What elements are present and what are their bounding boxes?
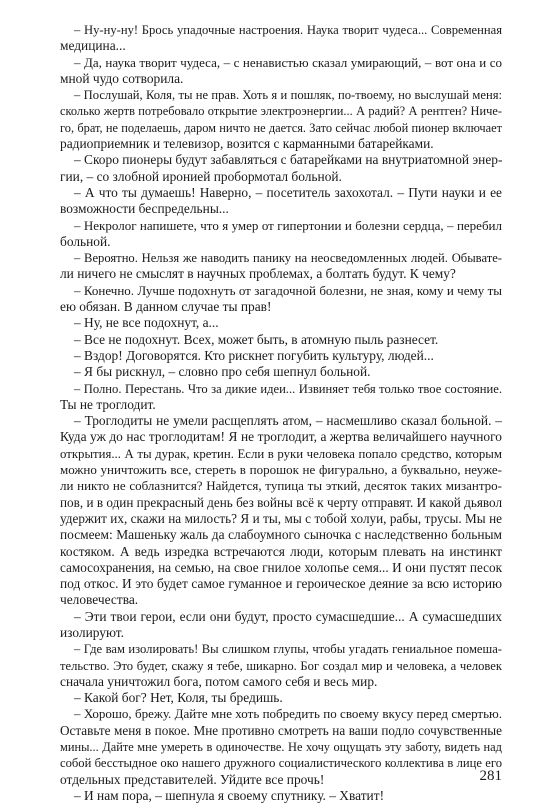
text-line: Куда уж до нас троглодитам! Я не троглодит, а жертва величайшего научного [60, 429, 502, 445]
text-line: самосохранения, на семью, на свое гнилое холопье семя... И они пустят песок [60, 559, 502, 575]
text-line: можно уничтожить все, стереть в порошок не фигурально, а буквально, неуже- [60, 462, 502, 478]
text-line: пов, и в один прекрасный день без войны всё к черту отправят. И какой дьявол [60, 494, 502, 510]
text-line: изолируют. [60, 624, 124, 640]
text-line: костяком. А ведь изредка встречаются люди, которым плевать на инстинкт [60, 543, 502, 559]
text-line: го, брат, не поделаешь, даром ничто не дается. Зато сейчас любой пионер включает [60, 120, 502, 135]
text-line: под откос. И это будет самое гуманное и героическое деяние за всю историю [60, 576, 502, 592]
text-line: – Конечно. Лучше подохнуть от загадочной болезни, не зная, кому и чему ты [74, 282, 502, 298]
text-line: ли ничего не смыслят в научных проблемах, а болтать будут. К чему? [60, 266, 456, 282]
text-line: – А что ты думаешь! Наверно, – посетитель захохотал. – Пути науки и ее [74, 184, 502, 200]
text-line: – Какой бог? Нет, Коля, ты бредишь. [74, 690, 283, 706]
text-line: – Ну-ну-ну! Брось упадочные настроения. Наука творит чудеса... Современная [74, 23, 502, 37]
text-line: – Все не подохнут. Всех, может быть, в атомную пыль разнесет. [74, 331, 439, 347]
text-line: больной. [60, 233, 111, 249]
text-line: – Вздор! Договорятся. Кто рискнет погубить культуру, людей... [74, 347, 434, 363]
text-line: гии, – со злобной иронией пробормотал больной. [60, 168, 342, 184]
text-line: медицина... [60, 38, 126, 54]
text-line: – Некролог напишете, что я умер от гипертонии и болезни сердца, – перебил [74, 217, 502, 233]
text-line: мной чудо сотворила. [60, 70, 184, 86]
text-line: удержит их, скажи на милость? Я и ты, мы с тобой холуи, рабы, трусы. Мы не [60, 510, 502, 526]
text-line: посмеем: Машеньку жаль да слабоумного сыночка с наследственно больным [60, 527, 502, 543]
text-line: Оставьте меня в покое. Мне противно смотреть на ваши подло сочувственные [60, 722, 502, 738]
text-line: – Скоро пионеры будут забавляться с батарейками на внутриатомной энер- [74, 152, 502, 168]
text-line: радиоприемник и телевизор, возится с карманными батарейками. [60, 136, 434, 152]
text-line: отдельных представителей. Уйдите все прочь! [60, 771, 325, 787]
text-line: – Вероятно. Нельзя же наводить панику на неосведомленных людей. Обывате- [74, 251, 502, 266]
text-line: ли никто не соблазнится? Найдется, тупица ты эткий, десяток таких мизантро- [60, 478, 502, 494]
text-line: Ты не троглодит. [60, 396, 156, 412]
text-line: сколько жертв потребовало открытие электроэнергии... А радий? А рентген? Ниче- [60, 104, 502, 119]
text-line: возможности беспредельны... [60, 201, 229, 217]
text-line: тельство. Это будет, скажу я тебе, шикарно. Бог создал мир и человека, а человек [60, 658, 502, 673]
text-line: собой бесстыдное око нашего дружного социалистического коллектива в лице его [60, 756, 502, 771]
text-line: открытия... А ты дурак, кретин. Если в руки человека попало средство, которым [60, 446, 502, 461]
text-line: сначала уничтожил бога, потом самого себя и весь мир. [60, 673, 378, 689]
text-line: человечества. [60, 592, 139, 608]
text-line: ею обязан. В данном случае ты прав! [60, 299, 272, 315]
text-line: – И нам пора, – шепнула я своему спутнику. – Хватит! [74, 787, 385, 803]
text-line: – Да, наука творит чудеса, – с ненавистью сказал умирающий, – вот она и со [74, 54, 502, 70]
page-number: 281 [479, 768, 502, 784]
text-line: – Полно. Перестань. Что за дикие идеи... Извиняет тебя только твое состояние. [74, 381, 502, 396]
text-line: – Хорошо, брежу. Дайте мне хоть побредить по своему вкусу перед смертью. [74, 706, 502, 722]
text-line: – Я бы рискнул, – словно про себя шепнул больной. [74, 364, 371, 380]
text-line: мины... Дайте мне умереть в одиночестве. Не хочу ощущать эту заботу, видеть над [60, 740, 502, 755]
text-line: – Троглодиты не умели расщеплять атом, – насмешливо сказал больной. – [74, 413, 502, 429]
text-line: – Ну, не все подохнут, а... [74, 315, 219, 331]
text-line: – Эти твои герои, если они будут, просто сумасшедшие... А сумасшедших [74, 608, 502, 624]
body-text [60, 22, 502, 804]
text-line: – Послушай, Коля, ты не прав. Хоть я и пошляк, по-твоему, но выслушай меня: [74, 88, 502, 103]
text-line: – Где вам изолировать! Вы слишком глупы, чтобы угадать гениальное помеша- [74, 642, 502, 657]
